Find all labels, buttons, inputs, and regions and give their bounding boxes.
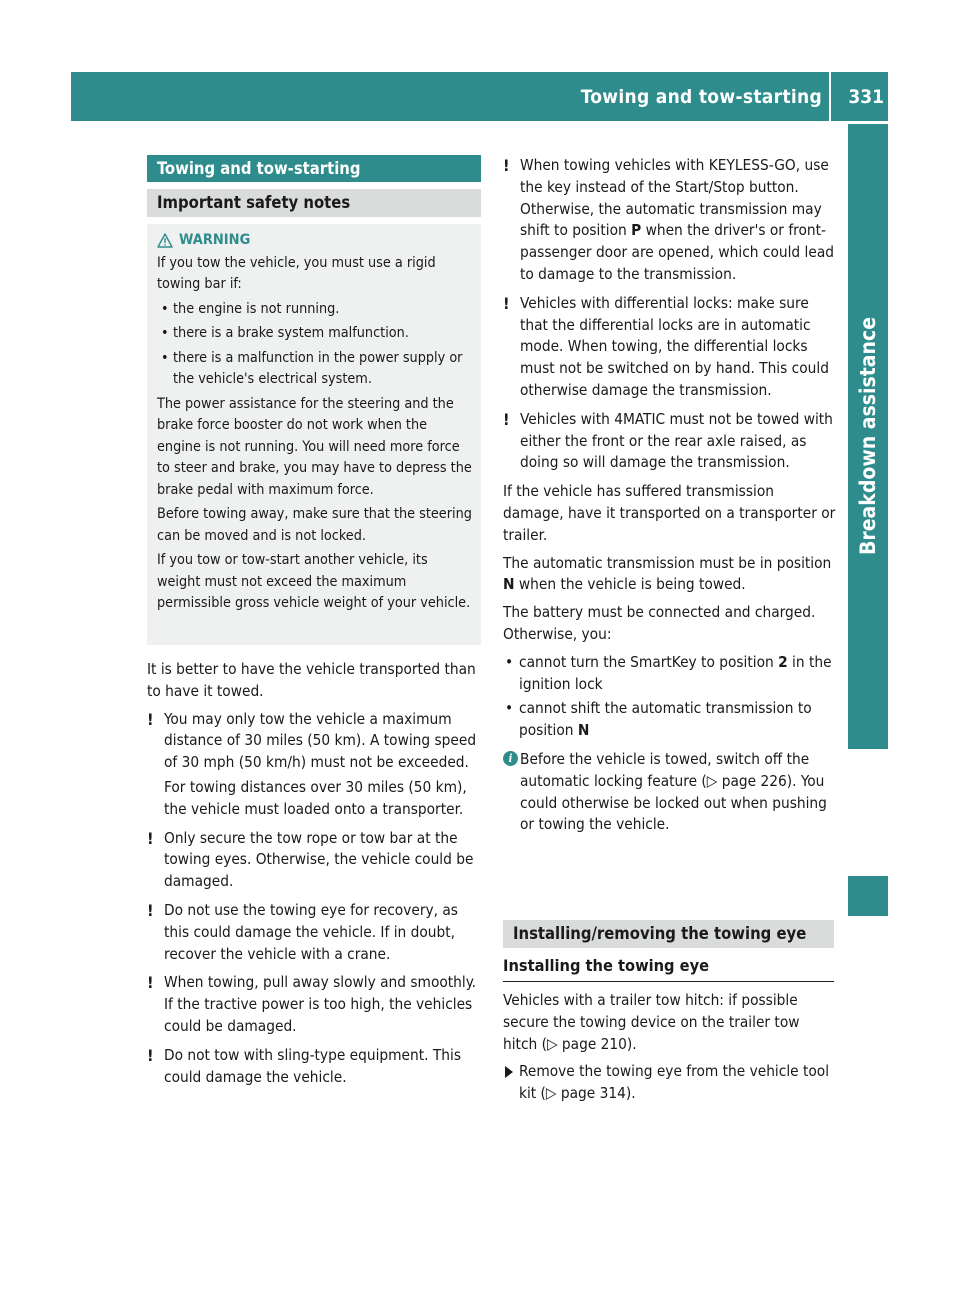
- exclamation-icon: !: [503, 409, 510, 429]
- page-number: 331: [848, 86, 884, 108]
- note-item: [503, 293, 837, 402]
- bullet-text-part: cannot shift the automatic transmission to position: [519, 699, 812, 740]
- paragraph-part: when the vehicle is being towed.: [514, 575, 746, 594]
- note-item: [147, 828, 483, 893]
- warning-intro: If you tow the vehicle, you must use a rigid towing bar if:: [157, 254, 436, 292]
- step-arrow-icon: [505, 1066, 513, 1078]
- warning-bullet: • the engine is not running.: [157, 299, 473, 321]
- paragraph: The battery must be connected and charged. Otherwise, you:: [503, 603, 816, 643]
- exclamation-icon: !: [147, 973, 154, 993]
- info-text: Before the vehicle is towed, switch off the automatic locking feature (▷ page 226). You could otherwise be locked out when pushing or towing the vehicle.: [520, 749, 827, 834]
- bullet-item: [503, 652, 837, 696]
- exclamation-icon: !: [147, 709, 154, 729]
- paragraph: [503, 553, 837, 597]
- exclamation-icon: !: [503, 156, 510, 175]
- note-text: Do not use the towing eye for recovery, as this could damage the vehicle. If in doubt, recover the vehicle with a crane.: [164, 900, 458, 963]
- header-title: Towing and tow-starting: [580, 86, 822, 108]
- paragraph-part: The automatic transmission must be in position: [503, 553, 832, 572]
- exclamation-icon: !: [147, 1045, 154, 1065]
- section-title-towing: Towing and tow-starting: [147, 155, 481, 182]
- bullet-dot: •: [505, 699, 514, 718]
- exclamation-icon: !: [503, 293, 510, 313]
- note-text: Only secure the tow rope or tow bar at the towing eyes. Otherwise, the vehicle could be damaged.: [164, 828, 474, 891]
- paragraph: If the vehicle has suffered transmission damage, have it transported on a transporter or trailer.: [503, 482, 836, 544]
- note-text: Vehicles with 4MATIC must not be towed with either the front or the rear axle raised, as doing so will damage the transmission.: [520, 409, 833, 472]
- note-subtext: For towing distances over 30 miles (50 km), the vehicle must loaded onto a transporter.: [164, 777, 467, 818]
- note-item: [147, 972, 483, 1037]
- bullet-text-part: cannot turn the SmartKey to position: [519, 652, 779, 671]
- warning-triangle-icon: [157, 233, 173, 248]
- note-text: Do not tow with sling-type equipment. This could damage the vehicle.: [164, 1045, 462, 1086]
- warning-box: [147, 224, 481, 645]
- bullet-text-part: in the ignition lock: [519, 652, 832, 693]
- info-item: [503, 749, 837, 836]
- note-text: Vehicles with differential locks: make sure that the differential locks are in automatic mode. When towing, the differential locks must not be switched on by hand. This could otherwise damage the transmission.: [520, 293, 829, 399]
- bullet-item: [503, 698, 837, 742]
- note-item: [503, 409, 837, 474]
- subheading-installing: Installing the towing eye: [503, 956, 834, 982]
- step-item: [503, 1061, 837, 1105]
- note-text-part: when the driver's or front-passenger door are opened, which could lead to damage to the transmission.: [520, 221, 834, 283]
- subsection-title-safety: Important safety notes: [147, 189, 481, 217]
- note-item: [147, 709, 483, 821]
- note-item: [503, 155, 837, 286]
- paragraph: Vehicles with a trailer tow hitch: if possible secure the towing device on the trailer tow hitch (▷ page 210).: [503, 991, 800, 1053]
- warning-paragraph: If you tow or tow-start another vehicle, its weight must not exceed the maximum permissible gross vehicle weight of your vehicle.: [157, 552, 471, 611]
- position-n: N: [503, 575, 515, 594]
- intro-paragraph: It is better to have the vehicle transported than to have it towed.: [147, 660, 476, 700]
- step-text: Remove the towing eye from the vehicle tool kit (▷ page 314).: [519, 1062, 830, 1103]
- note-item: [147, 900, 483, 965]
- warning-bullet: • there is a brake system malfunction.: [157, 323, 473, 345]
- note-text: [520, 155, 837, 286]
- section-title-towing-eye: Installing/removing the towing eye: [503, 920, 834, 948]
- side-tab-marker: [848, 876, 888, 916]
- note-text-part: When towing vehicles with KEYLESS-GO, use the key instead of the Start/Stop button. Otherwise, the automatic transmission may shift to position: [520, 156, 829, 240]
- warning-bullet: • there is a malfunction in the power supply or the vehicle's electrical system.: [157, 348, 473, 391]
- warning-paragraph: Before towing away, make sure that the steering can be moved and is not locked.: [157, 506, 472, 544]
- exclamation-icon: !: [147, 900, 154, 920]
- left-body: [147, 659, 483, 1095]
- warning-label: WARNING: [179, 232, 251, 248]
- info-icon: i: [503, 751, 518, 766]
- header-divider: [829, 72, 831, 121]
- right-body-lower: [503, 990, 837, 1105]
- note-item: [147, 1045, 483, 1089]
- position-n: N: [577, 721, 590, 740]
- right-body: [503, 155, 837, 843]
- position-2: 2: [778, 652, 788, 671]
- exclamation-icon: !: [147, 828, 154, 848]
- page-header: [71, 72, 888, 121]
- side-tab-label: Breakdown assistance: [856, 316, 880, 556]
- warning-paragraph: The power assistance for the steering and the brake force booster do not work when the engine is not running. You will need more force to steer and brake, you may have to depress the brake pedal with maximum force.: [157, 395, 472, 498]
- position-p: P: [631, 221, 642, 240]
- warning-heading: [157, 230, 473, 252]
- note-text: When towing, pull away slowly and smoothly. If the tractive power is too high, the vehicles could be damaged.: [164, 973, 477, 1035]
- note-text: You may only tow the vehicle a maximum distance of 30 miles (50 km). A towing speed of 30 mph (50 km/h) must not be exceeded.: [164, 709, 477, 772]
- bullet-dot: •: [505, 652, 514, 671]
